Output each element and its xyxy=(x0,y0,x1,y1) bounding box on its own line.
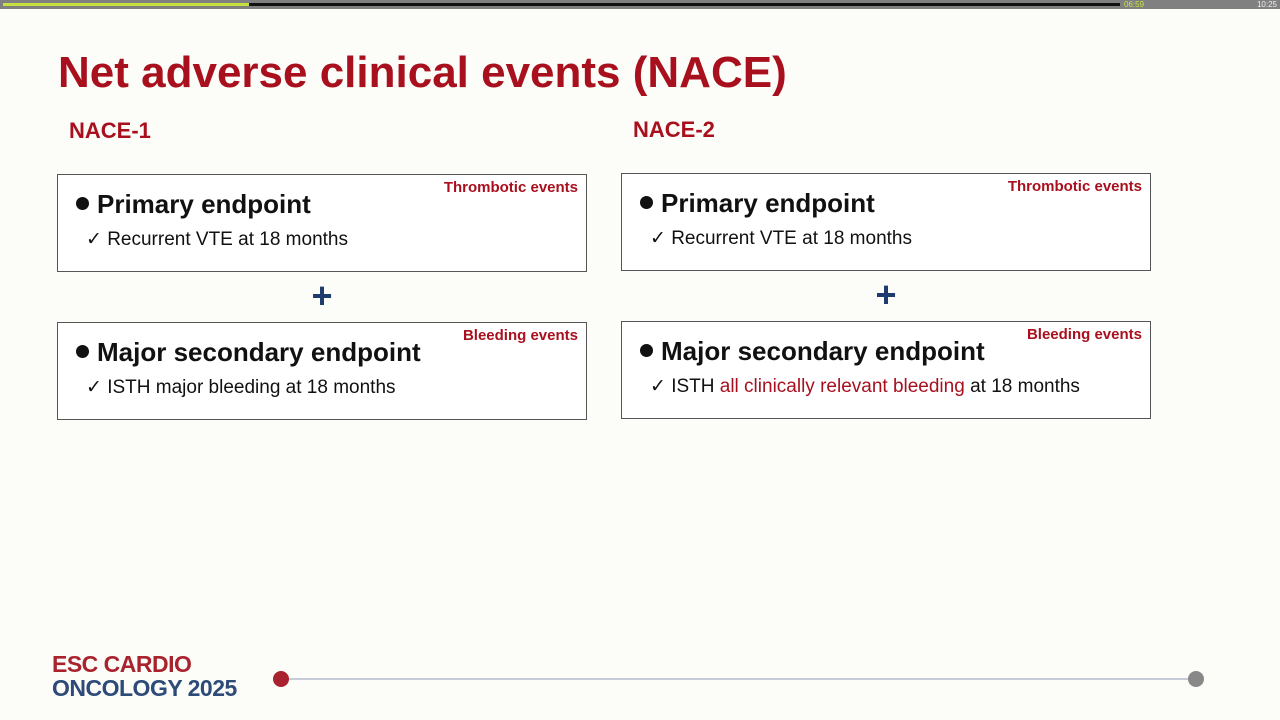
check-icon: ✓ xyxy=(650,228,666,249)
bullet-icon xyxy=(76,197,89,210)
video-progress-bar[interactable] xyxy=(0,0,1280,9)
tag: Thrombotic events xyxy=(443,179,578,196)
nace-1-column xyxy=(57,118,587,420)
item: ISTH major bleeding at 18 months xyxy=(107,377,396,398)
total-time: 10:25 xyxy=(1256,0,1277,9)
progress-track[interactable] xyxy=(3,3,1120,6)
bullet-icon xyxy=(76,345,89,358)
footer-dot-right xyxy=(1188,671,1204,687)
logo-line-2: ONCOLOGY 2025 xyxy=(52,675,237,701)
progress-fill xyxy=(3,3,249,6)
secondary-endpoint-box xyxy=(621,321,1151,419)
check-icon: ✓ xyxy=(86,229,102,250)
heading: Primary endpoint xyxy=(97,189,311,219)
footer-divider xyxy=(282,678,1197,680)
tag: Bleeding events xyxy=(462,327,578,344)
item: Recurrent VTE at 18 months xyxy=(107,229,348,250)
item-pre: ISTH xyxy=(671,376,720,397)
tag: Bleeding events xyxy=(1026,326,1142,343)
item-post: at 18 months xyxy=(964,376,1080,397)
heading: Major secondary endpoint xyxy=(661,336,985,366)
bullet-icon xyxy=(640,344,653,357)
logo-line-1: ESC CARDIO xyxy=(52,651,192,677)
tag: Thrombotic events xyxy=(1007,178,1142,195)
item: Recurrent VTE at 18 months xyxy=(671,228,912,249)
item-highlight: all clinically relevant bleeding xyxy=(719,376,965,397)
check-icon: ✓ xyxy=(86,377,102,398)
heading: Primary endpoint xyxy=(661,188,875,218)
esc-logo xyxy=(52,652,237,700)
heading: Major secondary endpoint xyxy=(97,337,421,367)
elapsed-time: 06:59 xyxy=(1124,0,1145,9)
column-label: NACE-2 xyxy=(633,117,715,142)
secondary-endpoint-box xyxy=(57,322,587,420)
column-label: NACE-1 xyxy=(69,118,151,143)
plus-icon: + xyxy=(311,275,333,316)
slide-title: Net adverse clinical events (NACE) xyxy=(58,48,787,97)
primary-endpoint-box xyxy=(57,174,587,272)
bullet-icon xyxy=(640,196,653,209)
check-icon: ✓ xyxy=(650,376,666,397)
plus-icon: + xyxy=(875,274,897,315)
footer-dot-left xyxy=(273,671,289,687)
nace-2-column xyxy=(621,117,1151,419)
primary-endpoint-box xyxy=(621,173,1151,271)
